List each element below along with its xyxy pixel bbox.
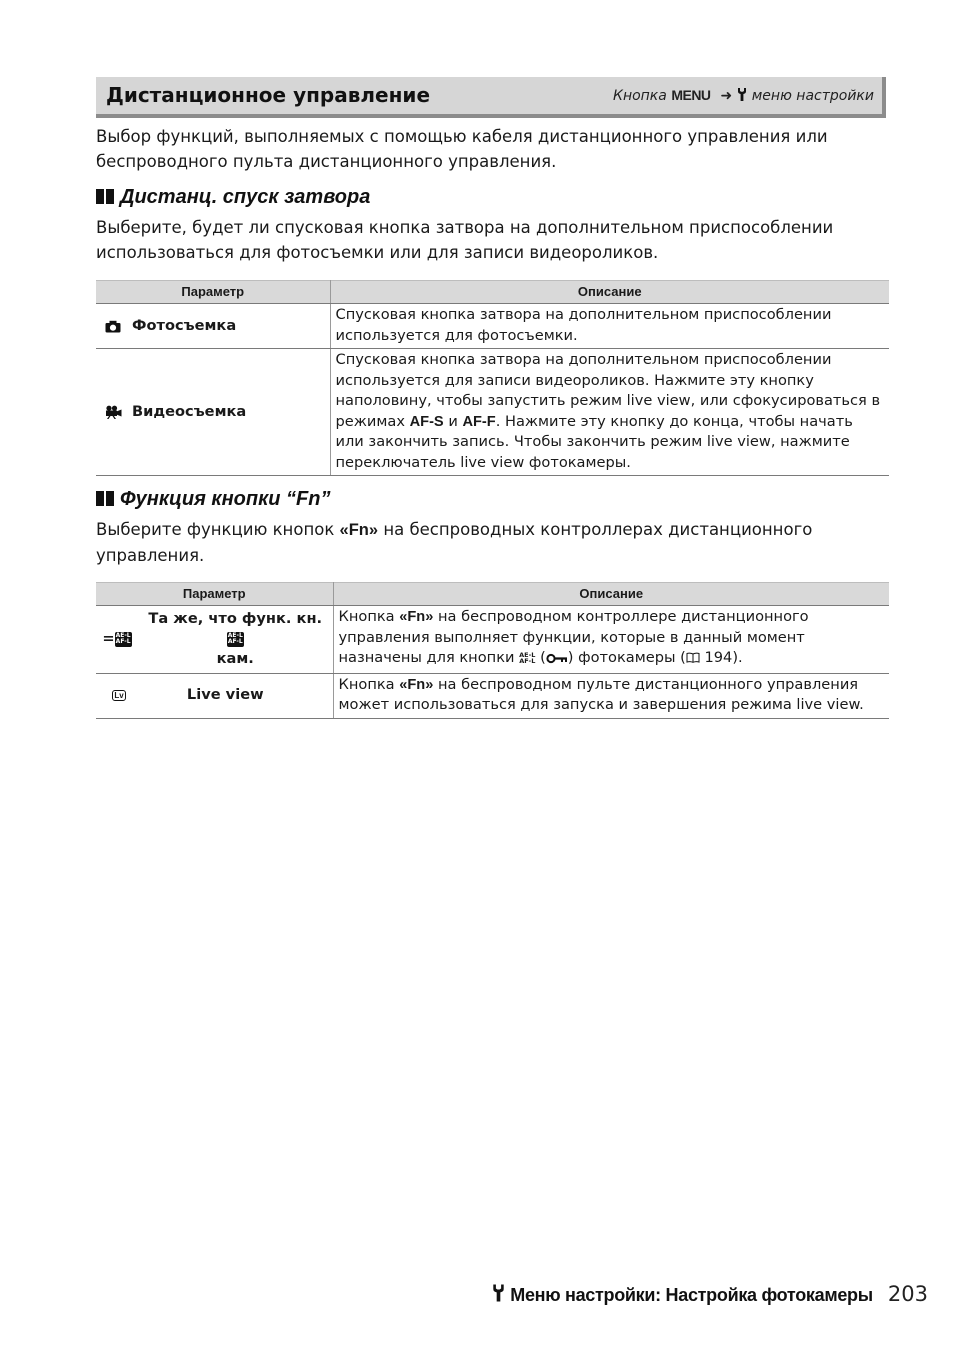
nav-target: меню настройки — [751, 88, 874, 104]
section2-paragraph — [96, 517, 896, 568]
description-text: фотокамеры ( — [578, 649, 686, 666]
option-text: кам. — [216, 650, 254, 668]
badge-text: AE-L — [115, 631, 131, 639]
page-footer — [492, 1282, 928, 1307]
badge-text: AF-L — [115, 638, 131, 646]
heading-marker — [106, 189, 114, 204]
heading-marker — [96, 189, 104, 204]
icon-text: AF-L — [519, 657, 536, 665]
description-text: Спусковая кнопка затвора на дополнительном приспособлении используется для записи видеороликов. Нажмите эту кнопку наполовину, чтобы запустить режим live view, или сфокусироваться в режимах — [335, 351, 881, 430]
live-view-icon-text: Lv — [114, 691, 124, 700]
badge-text: AF-L — [227, 638, 243, 646]
badge-text: AE-L — [227, 631, 243, 639]
live-view-icon — [110, 687, 128, 705]
table-header-row — [96, 583, 889, 606]
remote-shutter-table — [96, 280, 889, 476]
footer-section-title: Меню настройки: Настройка фотокамеры — [510, 1285, 873, 1305]
section-heading-remote-shutter — [96, 186, 370, 209]
column-header-description: Описание — [330, 281, 889, 304]
heading-marker — [96, 491, 104, 506]
ae-l-af-l-badge — [227, 632, 244, 647]
fn-button-label: «Fn» — [399, 676, 434, 693]
equals-ae-l-af-l-icon — [102, 630, 132, 648]
fn-label: Fn — [296, 488, 321, 510]
table-row — [96, 673, 889, 718]
table-header-row — [96, 281, 889, 304]
heading-marker — [106, 491, 114, 506]
menu-navigation-path — [613, 87, 874, 106]
description-text: Кнопка — [338, 608, 395, 625]
option-cell — [96, 673, 333, 718]
table-row — [96, 606, 889, 674]
option-cell — [96, 304, 330, 349]
movie-camera-icon — [104, 403, 122, 421]
description-cell — [333, 673, 889, 718]
column-header-description: Описание — [333, 583, 889, 606]
option-cell — [96, 349, 330, 476]
mode-af-s: AF-S — [409, 413, 444, 430]
section2-heading-quote: ” — [320, 488, 331, 510]
section1-paragraph: Выберите, будет ли спусковая кнопка затвора на дополнительном приспособлении использоваться для фотосъемки или для записи видеороликов. — [96, 218, 834, 262]
nav-prefix: Кнопка — [613, 88, 667, 104]
description-text: на беспроводном контроллере дистанционного управления выполняет функции, которые в данный момент назначены для кнопки — [338, 608, 809, 666]
description-text: на беспроводном пульте дистанционного управления может использоваться для запуска и завершения режима live view. — [338, 675, 864, 713]
paragraph-text: на беспроводных контроллерах дистанционного управления. — [96, 520, 813, 565]
wrench-icon — [737, 87, 747, 106]
option-cell — [96, 606, 333, 674]
option-text: Та же, что функ. кн. — [148, 610, 323, 628]
table-row — [96, 349, 889, 476]
description-cell: Спусковая кнопка затвора на дополнительном приспособлении используется для фотосъемки. — [330, 304, 889, 349]
menu-button-label: MENU — [671, 87, 711, 103]
description-text: ). — [732, 649, 743, 666]
page-title: Дистанционное управление — [106, 83, 431, 107]
icon-text: AE-L — [519, 650, 536, 659]
wrench-icon — [492, 1283, 505, 1307]
option-label-video: Видеосъемка — [132, 402, 247, 420]
equals-sign: = — [102, 630, 115, 647]
column-header-parameter: Параметр — [96, 583, 333, 606]
fn-function-table — [96, 582, 889, 719]
page-number: 203 — [887, 1282, 928, 1306]
option-label-photo: Фотосъемка — [132, 316, 237, 334]
fn-button-label: «Fn» — [399, 609, 434, 625]
section-header-bar — [96, 77, 886, 118]
camera-icon — [104, 317, 122, 335]
column-header-parameter: Параметр — [96, 281, 330, 304]
description-cell — [330, 349, 889, 476]
description-text: и — [448, 412, 458, 430]
section-heading-fn-button — [96, 488, 330, 511]
description-text: . Нажмите эту кнопку до конца, чтобы начать или закончить запись. Чтобы закончить режим live view, нажмите переключатель live view фотокамеры. — [335, 412, 853, 471]
fn-button-label: «Fn» — [339, 521, 379, 539]
table-row — [96, 304, 889, 349]
section2-heading-text: Функция кнопки “ — [120, 488, 296, 510]
option-label-live-view: Live view — [186, 686, 264, 704]
page-reference-book-icon — [686, 649, 700, 670]
option-label-same-as-camera — [138, 609, 333, 669]
mode-af-f: AF-F — [462, 413, 496, 430]
section1-heading-text: Дистанц. спуск затвора — [120, 186, 371, 208]
key-lock-icon — [546, 650, 568, 671]
intro-paragraph: Выбор функций, выполняемых с помощью кабеля дистанционного управления или беспроводного пульта дистанционного управления. — [96, 127, 828, 171]
ae-l-af-l-badge — [115, 632, 132, 647]
description-text: Кнопка — [338, 675, 395, 693]
page-reference[interactable]: 194 — [704, 649, 733, 666]
ae-l-af-l-button-icon — [519, 652, 535, 665]
paragraph-text: Выберите функцию кнопок — [96, 520, 335, 539]
arrow-right-icon: ➜ — [720, 88, 733, 104]
description-cell: Кнопка «Fn» на беспроводном контроллере дистанционного управления выполняет функции, которые в данный момент назначены для кнопки AE-L AF-L ( ) фотокамеры ( 194). — [333, 606, 889, 674]
